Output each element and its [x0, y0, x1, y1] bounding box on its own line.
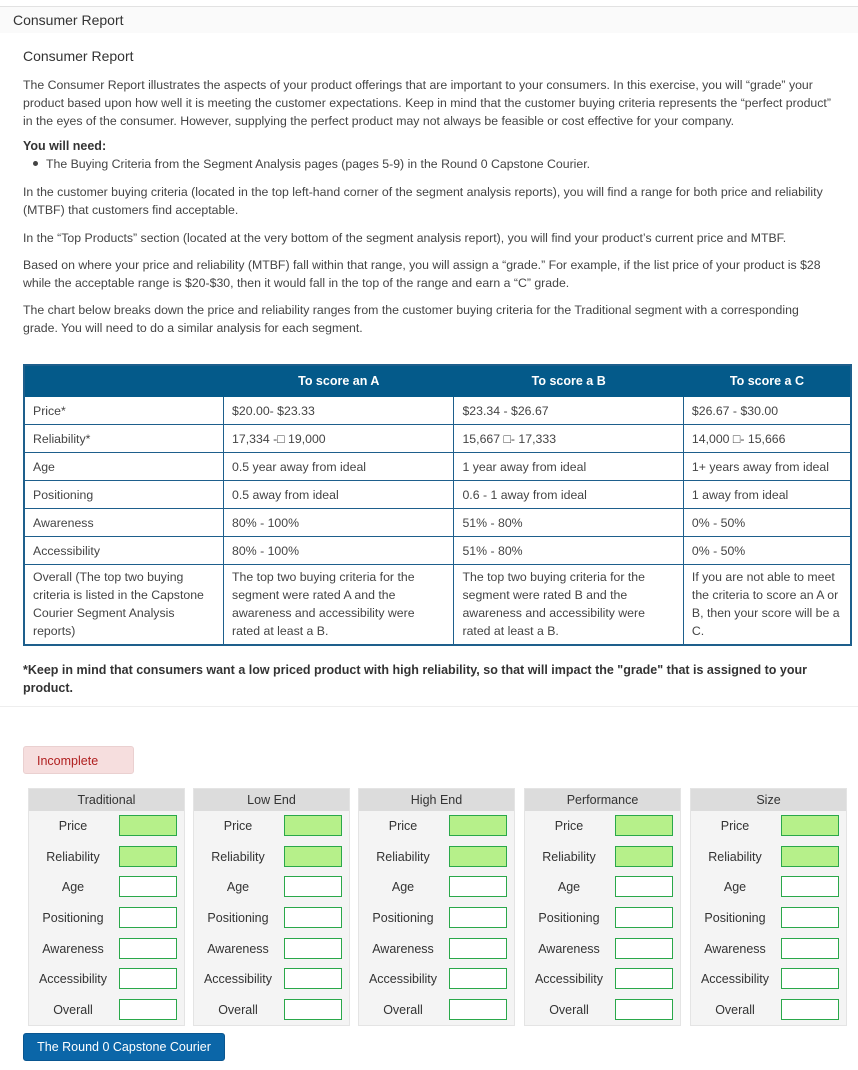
grade-row-label: Awareness: [42, 942, 104, 956]
grade-row-label: Positioning: [207, 911, 269, 925]
table-cell: $20.00- $23.33: [224, 397, 454, 425]
table-header-cell: [24, 365, 224, 397]
segment-panel-title: Low End: [194, 789, 349, 811]
grade-input-awareness[interactable]: [119, 938, 177, 959]
bullet-dot-icon: [33, 161, 38, 166]
table-cell: Awareness: [24, 509, 224, 537]
grade-row-label: Awareness: [538, 942, 600, 956]
grade-input-positioning[interactable]: [449, 907, 507, 928]
grade-row: [194, 998, 349, 1022]
grade-row: [29, 937, 184, 961]
grade-row-label: Age: [557, 880, 581, 894]
grade-row-label: Awareness: [207, 942, 269, 956]
table-row: [24, 509, 851, 537]
grade-row-label: Price: [554, 819, 584, 833]
intro-paragraph-5: The chart below breaks down the price and reliability ranges from the customer buying criteria for the Traditional segment with a corresponding grade. You will need to do a similar analysis for each segment.: [23, 303, 799, 335]
capstone-courier-button[interactable]: The Round 0 Capstone Courier: [23, 1033, 225, 1061]
grade-input-overall[interactable]: [284, 999, 342, 1020]
window-title: Consumer Report: [13, 12, 124, 28]
grade-row-label: Price: [388, 819, 418, 833]
keep-in-mind-note: *Keep in mind that consumers want a low priced product with high reliability, so that will impact the "grade" that is assigned to your product.: [23, 663, 807, 695]
table-row: [24, 397, 851, 425]
grade-row: [29, 906, 184, 930]
grade-input-awareness[interactable]: [781, 938, 839, 959]
grade-input-accessibility[interactable]: [119, 968, 177, 989]
grade-input-accessibility[interactable]: [284, 968, 342, 989]
grade-row-label: Positioning: [372, 911, 434, 925]
grade-input-awareness[interactable]: [284, 938, 342, 959]
intro-paragraph-1: The Consumer Report illustrates the aspects of your product offerings that are important to your consumers. In this exercise, you will “grade” your product based upon how well it is meeting the customer expectations. Keep in mind that the customer buying criteria represents the “perfect product” in the eyes of the consumer. However, supplying the perfect product may not always be feasible or cost effective for your company.: [23, 78, 831, 128]
status-badge: Incomplete: [23, 746, 134, 774]
intro-paragraph-3: In the “Top Products” section (located at the very bottom of the segment analysis report), you will find your product’s current price and MTBF.: [23, 231, 787, 245]
table-header-cell: To score an A: [224, 365, 454, 397]
table-row: [24, 481, 851, 509]
grade-row: [691, 814, 846, 838]
grade-input-reliability[interactable]: [284, 846, 342, 867]
table-cell: 0.5 year away from ideal: [224, 453, 454, 481]
grade-input-price[interactable]: [119, 815, 177, 836]
grade-row: [691, 967, 846, 991]
grade-input-overall[interactable]: [449, 999, 507, 1020]
grade-row-label: Accessibility: [203, 972, 273, 986]
window-title-bar: [0, 6, 858, 33]
grade-input-accessibility[interactable]: [449, 968, 507, 989]
grade-input-age[interactable]: [284, 876, 342, 897]
grade-row: [691, 906, 846, 930]
grade-row: [525, 998, 680, 1022]
segment-panel-low-end: [193, 788, 350, 1026]
table-header-row: [24, 365, 851, 397]
grade-input-reliability[interactable]: [449, 846, 507, 867]
grade-row-label: Overall: [218, 1003, 258, 1017]
segment-panel-title: Size: [691, 789, 846, 811]
grade-row: [525, 906, 680, 930]
grade-row: [194, 845, 349, 869]
table-row: [24, 537, 851, 565]
table-cell: 0% - 50%: [683, 537, 851, 565]
segment-panel-performance: [524, 788, 681, 1026]
grade-row-label: Age: [723, 880, 747, 894]
grade-input-reliability[interactable]: [119, 846, 177, 867]
grade-row: [194, 937, 349, 961]
you-will-need-label: You will need:: [23, 139, 107, 153]
grade-row: [359, 906, 514, 930]
grade-input-overall[interactable]: [119, 999, 177, 1020]
table-cell: 1 year away from ideal: [454, 453, 683, 481]
grade-input-price[interactable]: [449, 815, 507, 836]
grade-input-overall[interactable]: [781, 999, 839, 1020]
grade-row-label: Overall: [53, 1003, 93, 1017]
grade-row: [525, 814, 680, 838]
grade-input-overall[interactable]: [615, 999, 673, 1020]
grade-input-price[interactable]: [615, 815, 673, 836]
grade-row-label: Overall: [383, 1003, 423, 1017]
grade-row-label: Awareness: [704, 942, 766, 956]
segment-panel-high-end: [358, 788, 515, 1026]
grade-row: [359, 845, 514, 869]
grade-row: [194, 906, 349, 930]
grade-row: [691, 875, 846, 899]
grade-row-label: Accessibility: [700, 972, 770, 986]
segment-panel-title: Traditional: [29, 789, 184, 811]
grade-row-label: Accessibility: [534, 972, 604, 986]
grade-row-label: Reliability: [708, 850, 762, 864]
grade-row-label: Positioning: [42, 911, 104, 925]
grade-row-label: Reliability: [376, 850, 430, 864]
table-cell: 80% - 100%: [224, 537, 454, 565]
need-list-item: [33, 157, 590, 171]
grade-row-label: Overall: [549, 1003, 589, 1017]
grade-row: [29, 875, 184, 899]
table-cell: 0% - 50%: [683, 509, 851, 537]
table-cell: The top two buying criteria for the segment were rated A and the awareness and accessibility were rated at least a B.: [224, 565, 454, 646]
table-cell: Accessibility: [24, 537, 224, 565]
table-cell: 14,000 □- 15,666: [683, 425, 851, 453]
table-cell: $23.34 - $26.67: [454, 397, 683, 425]
grade-input-awareness[interactable]: [449, 938, 507, 959]
grade-row-label: Positioning: [704, 911, 766, 925]
grade-row: [29, 845, 184, 869]
page-heading: Consumer Report: [23, 48, 134, 64]
grade-input-positioning[interactable]: [615, 907, 673, 928]
table-cell: 1 away from ideal: [683, 481, 851, 509]
table-header-cell: To score a B: [454, 365, 683, 397]
grade-row-label: Reliability: [542, 850, 596, 864]
table-cell: Reliability*: [24, 425, 224, 453]
grade-input-price[interactable]: [284, 815, 342, 836]
grade-row-label: Price: [720, 819, 750, 833]
grade-input-accessibility[interactable]: [615, 968, 673, 989]
grade-row-label: Overall: [715, 1003, 755, 1017]
grade-input-reliability[interactable]: [781, 846, 839, 867]
grade-row-label: Accessibility: [368, 972, 438, 986]
grade-row: [525, 937, 680, 961]
grade-row: [359, 875, 514, 899]
grade-row: [525, 967, 680, 991]
table-cell: 80% - 100%: [224, 509, 454, 537]
table-cell: 0.5 away from ideal: [224, 481, 454, 509]
table-row: [24, 453, 851, 481]
grade-input-positioning[interactable]: [781, 907, 839, 928]
grade-input-age[interactable]: [449, 876, 507, 897]
grading-criteria-table: [23, 364, 852, 646]
grade-row: [359, 937, 514, 961]
grade-input-accessibility[interactable]: [781, 968, 839, 989]
grade-input-price[interactable]: [781, 815, 839, 836]
grade-input-age[interactable]: [615, 876, 673, 897]
grade-row-label: Age: [61, 880, 85, 894]
grade-row-label: Positioning: [538, 911, 600, 925]
table-cell: 17,334 -□ 19,000: [224, 425, 454, 453]
grade-row-label: Accessibility: [38, 972, 108, 986]
grade-row-label: Age: [226, 880, 250, 894]
table-cell: Positioning: [24, 481, 224, 509]
table-cell: The top two buying criteria for the segment were rated B and the awareness and accessibility were rated at least a B.: [454, 565, 683, 646]
table-header-cell: To score a C: [683, 365, 851, 397]
grade-row-label: Reliability: [211, 850, 265, 864]
table-row: [24, 565, 851, 646]
intro-paragraph-4: Based on where your price and reliability (MTBF) fall within that range, you will assign a “grade.” For example, if the list price of your product is $28 while the acceptable range is $20-$30, then it would fall in the top of the range and earn a “C” grade.: [23, 258, 821, 290]
grade-row: [359, 998, 514, 1022]
table-cell: 15,667 □- 17,333: [454, 425, 683, 453]
grade-row: [359, 814, 514, 838]
table-cell: $26.67 - $30.00: [683, 397, 851, 425]
grade-row: [194, 875, 349, 899]
table-cell: Overall (The top two buying criteria is listed in the Capstone Courier Segment Analysis reports): [24, 565, 224, 646]
grade-row-label: Age: [391, 880, 415, 894]
table-cell: Price*: [24, 397, 224, 425]
grade-input-age[interactable]: [781, 876, 839, 897]
grade-row: [29, 998, 184, 1022]
grade-row: [194, 967, 349, 991]
grade-input-positioning[interactable]: [119, 907, 177, 928]
grade-row: [194, 814, 349, 838]
table-cell: 0.6 - 1 away from ideal: [454, 481, 683, 509]
grade-row: [691, 998, 846, 1022]
grade-row-label: Price: [58, 819, 88, 833]
grade-input-reliability[interactable]: [615, 846, 673, 867]
segment-panel-traditional: [28, 788, 185, 1026]
table-row: [24, 425, 851, 453]
grade-row: [359, 967, 514, 991]
grade-input-age[interactable]: [119, 876, 177, 897]
grade-row: [525, 845, 680, 869]
grade-row: [691, 937, 846, 961]
segment-panel-title: Performance: [525, 789, 680, 811]
segment-panel-title: High End: [359, 789, 514, 811]
table-cell: 1+ years away from ideal: [683, 453, 851, 481]
segment-panel-size: [690, 788, 847, 1026]
intro-paragraph-2: In the customer buying criteria (located in the top left-hand corner of the segment analysis reports), you will find a range for both price and reliability (MTBF) that customers find acceptable.: [23, 185, 823, 217]
grade-row-label: Reliability: [46, 850, 100, 864]
section-divider: [0, 706, 858, 707]
table-cell: Age: [24, 453, 224, 481]
grade-input-awareness[interactable]: [615, 938, 673, 959]
table-cell: 51% - 80%: [454, 509, 683, 537]
grade-row: [691, 845, 846, 869]
grade-row: [29, 814, 184, 838]
grade-row: [29, 967, 184, 991]
table-cell: If you are not able to meet the criteria to score an A or B, then your score will be a C.: [683, 565, 851, 646]
grade-row: [525, 875, 680, 899]
grade-row-label: Price: [223, 819, 253, 833]
table-cell: 51% - 80%: [454, 537, 683, 565]
grade-input-positioning[interactable]: [284, 907, 342, 928]
grade-row-label: Awareness: [372, 942, 434, 956]
need-item-text: The Buying Criteria from the Segment Analysis pages (pages 5-9) in the Round 0 Capstone Courier.: [46, 157, 591, 171]
